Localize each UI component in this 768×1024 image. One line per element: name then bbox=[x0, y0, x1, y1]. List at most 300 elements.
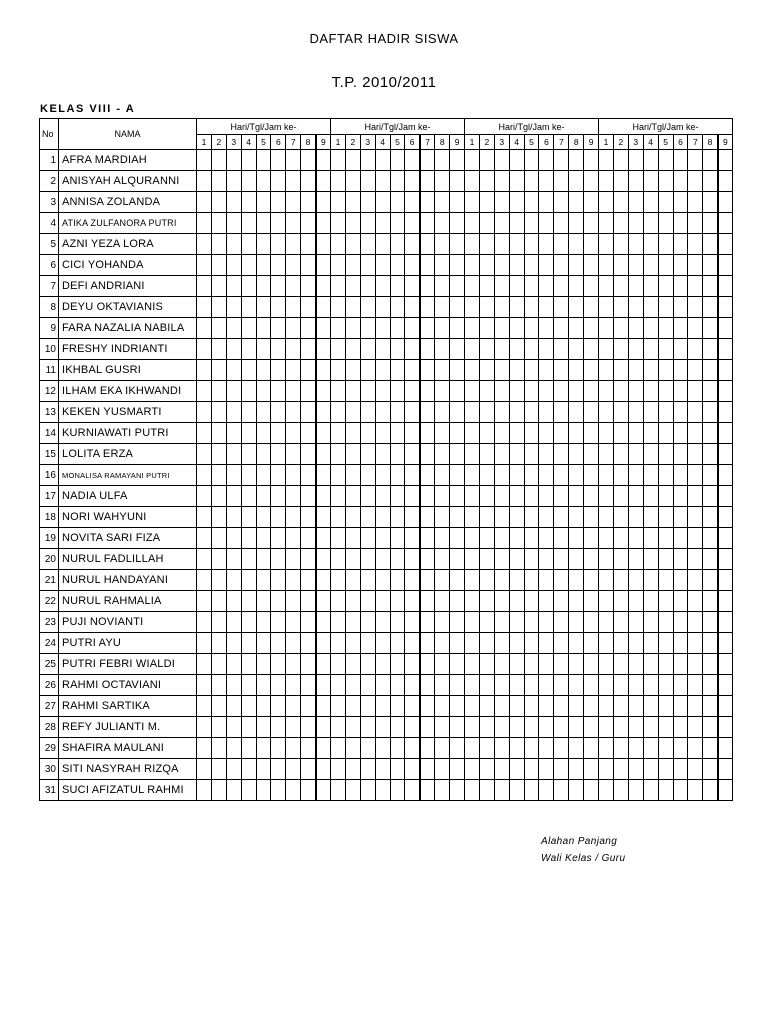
attendance-cell[interactable] bbox=[703, 612, 718, 633]
attendance-cell[interactable] bbox=[554, 675, 569, 696]
attendance-cell[interactable] bbox=[465, 339, 480, 360]
attendance-cell[interactable] bbox=[390, 486, 405, 507]
attendance-cell[interactable] bbox=[286, 738, 301, 759]
attendance-cell[interactable] bbox=[465, 444, 480, 465]
attendance-cell[interactable] bbox=[539, 402, 554, 423]
attendance-cell[interactable] bbox=[718, 738, 733, 759]
attendance-cell[interactable] bbox=[628, 486, 643, 507]
attendance-cell[interactable] bbox=[554, 234, 569, 255]
attendance-cell[interactable] bbox=[643, 444, 658, 465]
attendance-cell[interactable] bbox=[554, 507, 569, 528]
attendance-cell[interactable] bbox=[390, 171, 405, 192]
attendance-cell[interactable] bbox=[256, 381, 271, 402]
attendance-cell[interactable] bbox=[628, 780, 643, 801]
attendance-cell[interactable] bbox=[211, 486, 226, 507]
attendance-cell[interactable] bbox=[584, 318, 599, 339]
attendance-cell[interactable] bbox=[256, 549, 271, 570]
attendance-cell[interactable] bbox=[494, 255, 509, 276]
attendance-cell[interactable] bbox=[435, 171, 450, 192]
attendance-cell[interactable] bbox=[465, 633, 480, 654]
attendance-cell[interactable] bbox=[390, 360, 405, 381]
attendance-cell[interactable] bbox=[211, 759, 226, 780]
attendance-cell[interactable] bbox=[331, 696, 346, 717]
attendance-cell[interactable] bbox=[524, 486, 539, 507]
attendance-cell[interactable] bbox=[628, 528, 643, 549]
attendance-cell[interactable] bbox=[331, 507, 346, 528]
attendance-cell[interactable] bbox=[465, 318, 480, 339]
attendance-cell[interactable] bbox=[569, 381, 584, 402]
attendance-cell[interactable] bbox=[524, 549, 539, 570]
attendance-cell[interactable] bbox=[360, 654, 375, 675]
attendance-cell[interactable] bbox=[226, 654, 241, 675]
attendance-cell[interactable] bbox=[331, 192, 346, 213]
attendance-cell[interactable] bbox=[241, 381, 256, 402]
attendance-cell[interactable] bbox=[345, 633, 360, 654]
attendance-cell[interactable] bbox=[479, 381, 494, 402]
attendance-cell[interactable] bbox=[673, 507, 688, 528]
attendance-cell[interactable] bbox=[584, 171, 599, 192]
attendance-cell[interactable] bbox=[301, 444, 316, 465]
attendance-cell[interactable] bbox=[197, 591, 212, 612]
attendance-cell[interactable] bbox=[584, 150, 599, 171]
attendance-cell[interactable] bbox=[643, 402, 658, 423]
attendance-cell[interactable] bbox=[673, 150, 688, 171]
attendance-cell[interactable] bbox=[420, 591, 435, 612]
attendance-cell[interactable] bbox=[628, 423, 643, 444]
attendance-cell[interactable] bbox=[211, 444, 226, 465]
attendance-cell[interactable] bbox=[390, 234, 405, 255]
attendance-cell[interactable] bbox=[688, 633, 703, 654]
attendance-cell[interactable] bbox=[628, 192, 643, 213]
attendance-cell[interactable] bbox=[226, 213, 241, 234]
attendance-cell[interactable] bbox=[435, 507, 450, 528]
attendance-cell[interactable] bbox=[479, 486, 494, 507]
attendance-cell[interactable] bbox=[256, 150, 271, 171]
attendance-cell[interactable] bbox=[718, 507, 733, 528]
attendance-cell[interactable] bbox=[673, 255, 688, 276]
attendance-cell[interactable] bbox=[301, 780, 316, 801]
attendance-cell[interactable] bbox=[286, 276, 301, 297]
attendance-cell[interactable] bbox=[509, 423, 524, 444]
attendance-cell[interactable] bbox=[688, 339, 703, 360]
attendance-cell[interactable] bbox=[390, 318, 405, 339]
attendance-cell[interactable] bbox=[197, 276, 212, 297]
attendance-cell[interactable] bbox=[554, 696, 569, 717]
attendance-cell[interactable] bbox=[360, 528, 375, 549]
attendance-cell[interactable] bbox=[613, 297, 628, 318]
attendance-cell[interactable] bbox=[197, 528, 212, 549]
attendance-cell[interactable] bbox=[360, 780, 375, 801]
attendance-cell[interactable] bbox=[703, 213, 718, 234]
attendance-cell[interactable] bbox=[658, 612, 673, 633]
attendance-cell[interactable] bbox=[375, 171, 390, 192]
attendance-cell[interactable] bbox=[628, 339, 643, 360]
attendance-cell[interactable] bbox=[673, 675, 688, 696]
attendance-cell[interactable] bbox=[420, 675, 435, 696]
attendance-cell[interactable] bbox=[613, 381, 628, 402]
attendance-cell[interactable] bbox=[331, 591, 346, 612]
attendance-cell[interactable] bbox=[509, 633, 524, 654]
attendance-cell[interactable] bbox=[286, 570, 301, 591]
attendance-cell[interactable] bbox=[405, 402, 420, 423]
attendance-cell[interactable] bbox=[211, 255, 226, 276]
attendance-cell[interactable] bbox=[718, 591, 733, 612]
attendance-cell[interactable] bbox=[405, 612, 420, 633]
attendance-cell[interactable] bbox=[226, 339, 241, 360]
attendance-cell[interactable] bbox=[494, 780, 509, 801]
attendance-cell[interactable] bbox=[316, 654, 331, 675]
attendance-cell[interactable] bbox=[420, 234, 435, 255]
attendance-cell[interactable] bbox=[509, 234, 524, 255]
attendance-cell[interactable] bbox=[613, 234, 628, 255]
attendance-cell[interactable] bbox=[286, 549, 301, 570]
attendance-cell[interactable] bbox=[479, 213, 494, 234]
attendance-cell[interactable] bbox=[360, 465, 375, 486]
attendance-cell[interactable] bbox=[673, 633, 688, 654]
attendance-cell[interactable] bbox=[316, 591, 331, 612]
attendance-cell[interactable] bbox=[286, 696, 301, 717]
attendance-cell[interactable] bbox=[211, 297, 226, 318]
attendance-cell[interactable] bbox=[643, 360, 658, 381]
attendance-cell[interactable] bbox=[509, 360, 524, 381]
attendance-cell[interactable] bbox=[688, 654, 703, 675]
attendance-cell[interactable] bbox=[405, 339, 420, 360]
attendance-cell[interactable] bbox=[643, 423, 658, 444]
attendance-cell[interactable] bbox=[435, 360, 450, 381]
attendance-cell[interactable] bbox=[613, 528, 628, 549]
attendance-cell[interactable] bbox=[211, 339, 226, 360]
attendance-cell[interactable] bbox=[420, 633, 435, 654]
attendance-cell[interactable] bbox=[494, 612, 509, 633]
attendance-cell[interactable] bbox=[271, 780, 286, 801]
attendance-cell[interactable] bbox=[435, 444, 450, 465]
attendance-cell[interactable] bbox=[509, 381, 524, 402]
attendance-cell[interactable] bbox=[599, 486, 614, 507]
attendance-cell[interactable] bbox=[494, 192, 509, 213]
attendance-cell[interactable] bbox=[360, 591, 375, 612]
attendance-cell[interactable] bbox=[628, 318, 643, 339]
attendance-cell[interactable] bbox=[688, 486, 703, 507]
attendance-cell[interactable] bbox=[494, 444, 509, 465]
attendance-cell[interactable] bbox=[360, 675, 375, 696]
attendance-cell[interactable] bbox=[718, 171, 733, 192]
attendance-cell[interactable] bbox=[405, 738, 420, 759]
attendance-cell[interactable] bbox=[554, 213, 569, 234]
attendance-cell[interactable] bbox=[331, 381, 346, 402]
attendance-cell[interactable] bbox=[703, 738, 718, 759]
attendance-cell[interactable] bbox=[569, 150, 584, 171]
attendance-cell[interactable] bbox=[479, 465, 494, 486]
attendance-cell[interactable] bbox=[271, 381, 286, 402]
attendance-cell[interactable] bbox=[658, 507, 673, 528]
attendance-cell[interactable] bbox=[465, 507, 480, 528]
attendance-cell[interactable] bbox=[420, 213, 435, 234]
attendance-cell[interactable] bbox=[256, 780, 271, 801]
attendance-cell[interactable] bbox=[539, 423, 554, 444]
attendance-cell[interactable] bbox=[241, 234, 256, 255]
attendance-cell[interactable] bbox=[345, 276, 360, 297]
attendance-cell[interactable] bbox=[658, 381, 673, 402]
attendance-cell[interactable] bbox=[405, 633, 420, 654]
attendance-cell[interactable] bbox=[450, 654, 465, 675]
attendance-cell[interactable] bbox=[256, 318, 271, 339]
attendance-cell[interactable] bbox=[405, 717, 420, 738]
attendance-cell[interactable] bbox=[509, 591, 524, 612]
attendance-cell[interactable] bbox=[554, 633, 569, 654]
attendance-cell[interactable] bbox=[211, 591, 226, 612]
attendance-cell[interactable] bbox=[599, 318, 614, 339]
attendance-cell[interactable] bbox=[256, 612, 271, 633]
attendance-cell[interactable] bbox=[613, 570, 628, 591]
attendance-cell[interactable] bbox=[435, 465, 450, 486]
attendance-cell[interactable] bbox=[539, 633, 554, 654]
attendance-cell[interactable] bbox=[316, 780, 331, 801]
attendance-cell[interactable] bbox=[345, 654, 360, 675]
attendance-cell[interactable] bbox=[331, 465, 346, 486]
attendance-cell[interactable] bbox=[584, 360, 599, 381]
attendance-cell[interactable] bbox=[628, 381, 643, 402]
attendance-cell[interactable] bbox=[316, 423, 331, 444]
attendance-cell[interactable] bbox=[703, 381, 718, 402]
attendance-cell[interactable] bbox=[316, 759, 331, 780]
attendance-cell[interactable] bbox=[286, 318, 301, 339]
attendance-cell[interactable] bbox=[465, 150, 480, 171]
attendance-cell[interactable] bbox=[345, 507, 360, 528]
attendance-cell[interactable] bbox=[569, 297, 584, 318]
attendance-cell[interactable] bbox=[554, 360, 569, 381]
attendance-cell[interactable] bbox=[450, 717, 465, 738]
attendance-cell[interactable] bbox=[435, 675, 450, 696]
attendance-cell[interactable] bbox=[599, 213, 614, 234]
attendance-cell[interactable] bbox=[286, 234, 301, 255]
attendance-cell[interactable] bbox=[226, 150, 241, 171]
attendance-cell[interactable] bbox=[316, 339, 331, 360]
attendance-cell[interactable] bbox=[718, 192, 733, 213]
attendance-cell[interactable] bbox=[524, 171, 539, 192]
attendance-cell[interactable] bbox=[301, 675, 316, 696]
attendance-cell[interactable] bbox=[435, 696, 450, 717]
attendance-cell[interactable] bbox=[286, 381, 301, 402]
attendance-cell[interactable] bbox=[539, 549, 554, 570]
attendance-cell[interactable] bbox=[628, 759, 643, 780]
attendance-cell[interactable] bbox=[628, 654, 643, 675]
attendance-cell[interactable] bbox=[584, 234, 599, 255]
attendance-cell[interactable] bbox=[256, 759, 271, 780]
attendance-cell[interactable] bbox=[271, 339, 286, 360]
attendance-cell[interactable] bbox=[316, 612, 331, 633]
attendance-cell[interactable] bbox=[211, 360, 226, 381]
attendance-cell[interactable] bbox=[599, 381, 614, 402]
attendance-cell[interactable] bbox=[539, 213, 554, 234]
attendance-cell[interactable] bbox=[331, 612, 346, 633]
attendance-cell[interactable] bbox=[584, 465, 599, 486]
attendance-cell[interactable] bbox=[316, 717, 331, 738]
attendance-cell[interactable] bbox=[435, 633, 450, 654]
attendance-cell[interactable] bbox=[524, 654, 539, 675]
attendance-cell[interactable] bbox=[584, 591, 599, 612]
attendance-cell[interactable] bbox=[226, 507, 241, 528]
attendance-cell[interactable] bbox=[613, 465, 628, 486]
attendance-cell[interactable] bbox=[718, 528, 733, 549]
attendance-cell[interactable] bbox=[316, 234, 331, 255]
attendance-cell[interactable] bbox=[271, 696, 286, 717]
attendance-cell[interactable] bbox=[405, 654, 420, 675]
attendance-cell[interactable] bbox=[584, 633, 599, 654]
attendance-cell[interactable] bbox=[673, 381, 688, 402]
attendance-cell[interactable] bbox=[703, 192, 718, 213]
attendance-cell[interactable] bbox=[494, 486, 509, 507]
attendance-cell[interactable] bbox=[718, 780, 733, 801]
attendance-cell[interactable] bbox=[479, 402, 494, 423]
attendance-cell[interactable] bbox=[256, 633, 271, 654]
attendance-cell[interactable] bbox=[584, 612, 599, 633]
attendance-cell[interactable] bbox=[450, 402, 465, 423]
attendance-cell[interactable] bbox=[718, 423, 733, 444]
attendance-cell[interactable] bbox=[331, 423, 346, 444]
attendance-cell[interactable] bbox=[301, 507, 316, 528]
attendance-cell[interactable] bbox=[494, 654, 509, 675]
attendance-cell[interactable] bbox=[703, 171, 718, 192]
attendance-cell[interactable] bbox=[703, 717, 718, 738]
attendance-cell[interactable] bbox=[554, 738, 569, 759]
attendance-cell[interactable] bbox=[360, 402, 375, 423]
attendance-cell[interactable] bbox=[613, 276, 628, 297]
attendance-cell[interactable] bbox=[658, 591, 673, 612]
attendance-cell[interactable] bbox=[569, 570, 584, 591]
attendance-cell[interactable] bbox=[271, 654, 286, 675]
attendance-cell[interactable] bbox=[554, 318, 569, 339]
attendance-cell[interactable] bbox=[301, 717, 316, 738]
attendance-cell[interactable] bbox=[628, 675, 643, 696]
attendance-cell[interactable] bbox=[643, 486, 658, 507]
attendance-cell[interactable] bbox=[286, 654, 301, 675]
attendance-cell[interactable] bbox=[375, 675, 390, 696]
attendance-cell[interactable] bbox=[509, 339, 524, 360]
attendance-cell[interactable] bbox=[390, 444, 405, 465]
attendance-cell[interactable] bbox=[450, 192, 465, 213]
attendance-cell[interactable] bbox=[524, 528, 539, 549]
attendance-cell[interactable] bbox=[584, 255, 599, 276]
attendance-cell[interactable] bbox=[465, 213, 480, 234]
attendance-cell[interactable] bbox=[688, 780, 703, 801]
attendance-cell[interactable] bbox=[688, 570, 703, 591]
attendance-cell[interactable] bbox=[450, 696, 465, 717]
attendance-cell[interactable] bbox=[569, 759, 584, 780]
attendance-cell[interactable] bbox=[450, 381, 465, 402]
attendance-cell[interactable] bbox=[316, 549, 331, 570]
attendance-cell[interactable] bbox=[420, 780, 435, 801]
attendance-cell[interactable] bbox=[301, 318, 316, 339]
attendance-cell[interactable] bbox=[271, 570, 286, 591]
attendance-cell[interactable] bbox=[599, 738, 614, 759]
attendance-cell[interactable] bbox=[465, 360, 480, 381]
attendance-cell[interactable] bbox=[509, 738, 524, 759]
attendance-cell[interactable] bbox=[360, 570, 375, 591]
attendance-cell[interactable] bbox=[331, 318, 346, 339]
attendance-cell[interactable] bbox=[450, 675, 465, 696]
attendance-cell[interactable] bbox=[405, 780, 420, 801]
attendance-cell[interactable] bbox=[435, 192, 450, 213]
attendance-cell[interactable] bbox=[479, 192, 494, 213]
attendance-cell[interactable] bbox=[301, 486, 316, 507]
attendance-cell[interactable] bbox=[524, 360, 539, 381]
attendance-cell[interactable] bbox=[494, 360, 509, 381]
attendance-cell[interactable] bbox=[554, 654, 569, 675]
attendance-cell[interactable] bbox=[197, 738, 212, 759]
attendance-cell[interactable] bbox=[569, 591, 584, 612]
attendance-cell[interactable] bbox=[226, 360, 241, 381]
attendance-cell[interactable] bbox=[316, 528, 331, 549]
attendance-cell[interactable] bbox=[420, 423, 435, 444]
attendance-cell[interactable] bbox=[465, 717, 480, 738]
attendance-cell[interactable] bbox=[673, 318, 688, 339]
attendance-cell[interactable] bbox=[494, 696, 509, 717]
attendance-cell[interactable] bbox=[420, 549, 435, 570]
attendance-cell[interactable] bbox=[479, 654, 494, 675]
attendance-cell[interactable] bbox=[450, 423, 465, 444]
attendance-cell[interactable] bbox=[494, 738, 509, 759]
attendance-cell[interactable] bbox=[569, 360, 584, 381]
attendance-cell[interactable] bbox=[479, 570, 494, 591]
attendance-cell[interactable] bbox=[569, 549, 584, 570]
attendance-cell[interactable] bbox=[688, 717, 703, 738]
attendance-cell[interactable] bbox=[494, 549, 509, 570]
attendance-cell[interactable] bbox=[465, 234, 480, 255]
attendance-cell[interactable] bbox=[539, 738, 554, 759]
attendance-cell[interactable] bbox=[658, 255, 673, 276]
attendance-cell[interactable] bbox=[211, 234, 226, 255]
attendance-cell[interactable] bbox=[241, 570, 256, 591]
attendance-cell[interactable] bbox=[494, 150, 509, 171]
attendance-cell[interactable] bbox=[256, 423, 271, 444]
attendance-cell[interactable] bbox=[345, 675, 360, 696]
attendance-cell[interactable] bbox=[405, 591, 420, 612]
attendance-cell[interactable] bbox=[524, 318, 539, 339]
attendance-cell[interactable] bbox=[539, 360, 554, 381]
attendance-cell[interactable] bbox=[584, 780, 599, 801]
attendance-cell[interactable] bbox=[301, 528, 316, 549]
attendance-cell[interactable] bbox=[479, 549, 494, 570]
attendance-cell[interactable] bbox=[509, 696, 524, 717]
attendance-cell[interactable] bbox=[316, 213, 331, 234]
attendance-cell[interactable] bbox=[628, 738, 643, 759]
attendance-cell[interactable] bbox=[420, 654, 435, 675]
attendance-cell[interactable] bbox=[465, 780, 480, 801]
attendance-cell[interactable] bbox=[658, 549, 673, 570]
attendance-cell[interactable] bbox=[316, 318, 331, 339]
attendance-cell[interactable] bbox=[539, 381, 554, 402]
attendance-cell[interactable] bbox=[643, 318, 658, 339]
attendance-cell[interactable] bbox=[718, 465, 733, 486]
attendance-cell[interactable] bbox=[345, 444, 360, 465]
attendance-cell[interactable] bbox=[345, 255, 360, 276]
attendance-cell[interactable] bbox=[524, 213, 539, 234]
attendance-cell[interactable] bbox=[197, 192, 212, 213]
attendance-cell[interactable] bbox=[226, 234, 241, 255]
attendance-cell[interactable] bbox=[658, 150, 673, 171]
attendance-cell[interactable] bbox=[539, 297, 554, 318]
attendance-cell[interactable] bbox=[316, 444, 331, 465]
attendance-cell[interactable] bbox=[613, 780, 628, 801]
attendance-cell[interactable] bbox=[286, 717, 301, 738]
attendance-cell[interactable] bbox=[360, 612, 375, 633]
attendance-cell[interactable] bbox=[643, 528, 658, 549]
attendance-cell[interactable] bbox=[256, 696, 271, 717]
attendance-cell[interactable] bbox=[450, 549, 465, 570]
attendance-cell[interactable] bbox=[718, 759, 733, 780]
attendance-cell[interactable] bbox=[420, 507, 435, 528]
attendance-cell[interactable] bbox=[613, 549, 628, 570]
